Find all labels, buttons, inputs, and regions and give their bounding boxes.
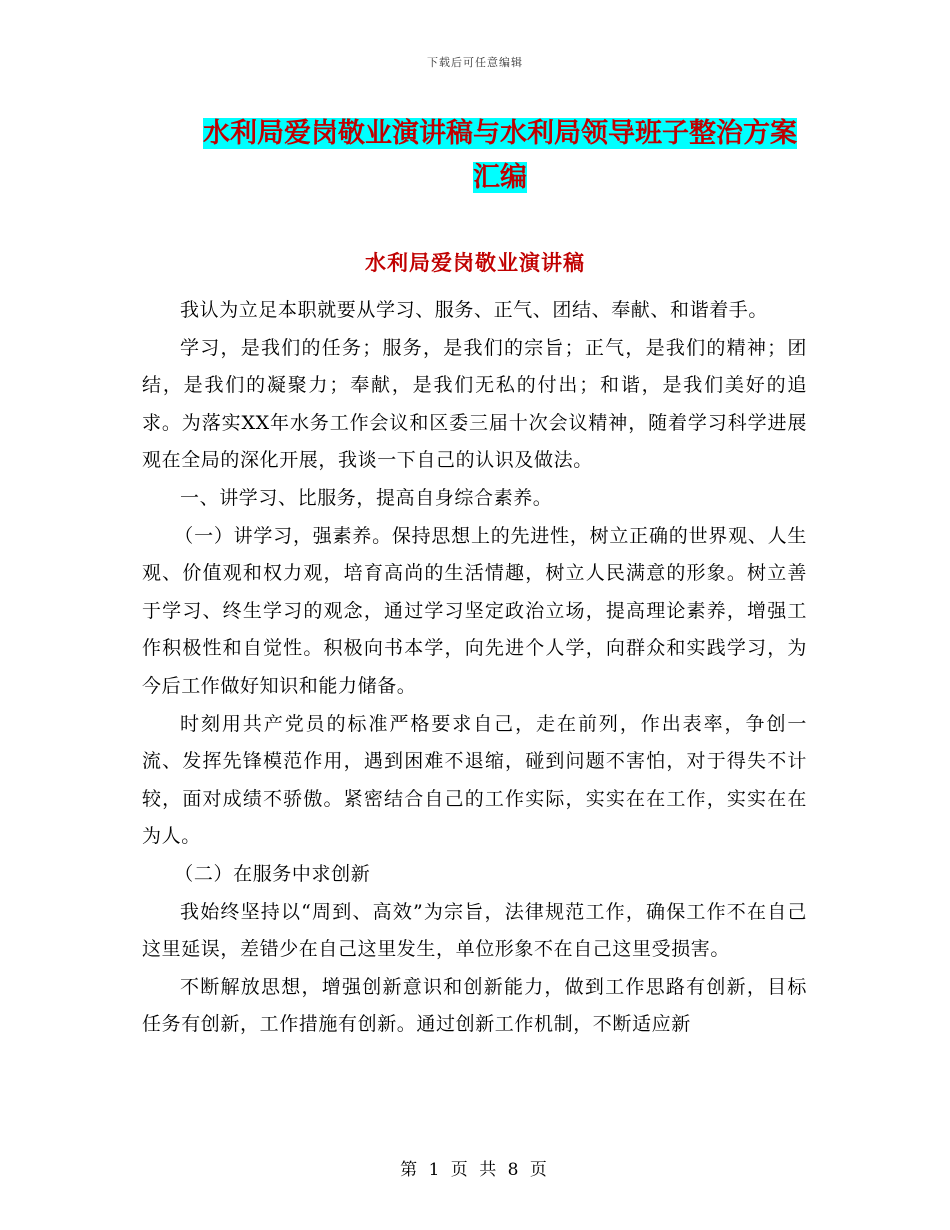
paragraph: （二）在服务中求创新 — [174, 862, 371, 885]
page-number-footer: 第 1 页 共 8 页 — [400, 1160, 550, 1180]
paragraph: 不断解放思想，增强创新意识和创新能力，做到工作思路有创新，目标任务有创新，工作措施有创新。通过创新工作机制，不断适应新 — [142, 975, 807, 1036]
paragraph: （一）讲学习，强素养。保持思想上的先进性，树立正确的世界观、人生观、价值观和权力观，培育高尚的生活情趣，树立人民满意的形象。树立善于学习、终生学习的观念，通过学习坚定政治立场，提高理论素养，增强工作积极性和自觉性。积极向书本学，向先进个人学，向群众和实践学习，为今后工作做好知识和能力储备。 — [142, 524, 807, 697]
page-header-note: 下载后可任意编辑 — [427, 56, 523, 69]
paragraph: 一、讲学习、比服务，提高自身综合素养。 — [180, 486, 553, 509]
document-title — [190, 112, 810, 200]
paragraph: 我认为立足本职就要从学习、服务、正气、团结、奉献、和谐着手。 — [180, 299, 769, 321]
paragraph: 我始终坚持以“周到、高效”为宗旨，法律规范工作，确保工作不在自己这里延误，差错少在自己这里发生，单位形象不在自己这里受损害。 — [142, 900, 807, 961]
paragraph: 学习，是我们的任务；服务，是我们的宗旨；正气，是我们的精神；团结，是我们的凝聚力；奉献，是我们无私的付出；和谐，是我们美好的追求。为落实XX年水务工作会议和区委三届十次会议精神，随着学习科学进展观在全局的深化开展，我谈一下自己的认识及做法。 — [142, 336, 807, 472]
document-title-text: 水利局爱岗敬业演讲稿与水利局领导班子整治方案汇编 — [203, 118, 797, 193]
paragraph: 时刻用共产党员的标准严格要求自己，走在前列，作出表率，争创一流、发挥先锋模范作用，遇到困难不退缩，碰到问题不害怕，对于得失不计较，面对成绩不骄傲。紧密结合自己的工作实际，实实在在工作，实实在在为人。 — [142, 712, 807, 848]
document-body — [142, 292, 807, 1044]
section-title: 水利局爱岗敬业演讲稿 — [365, 251, 585, 275]
